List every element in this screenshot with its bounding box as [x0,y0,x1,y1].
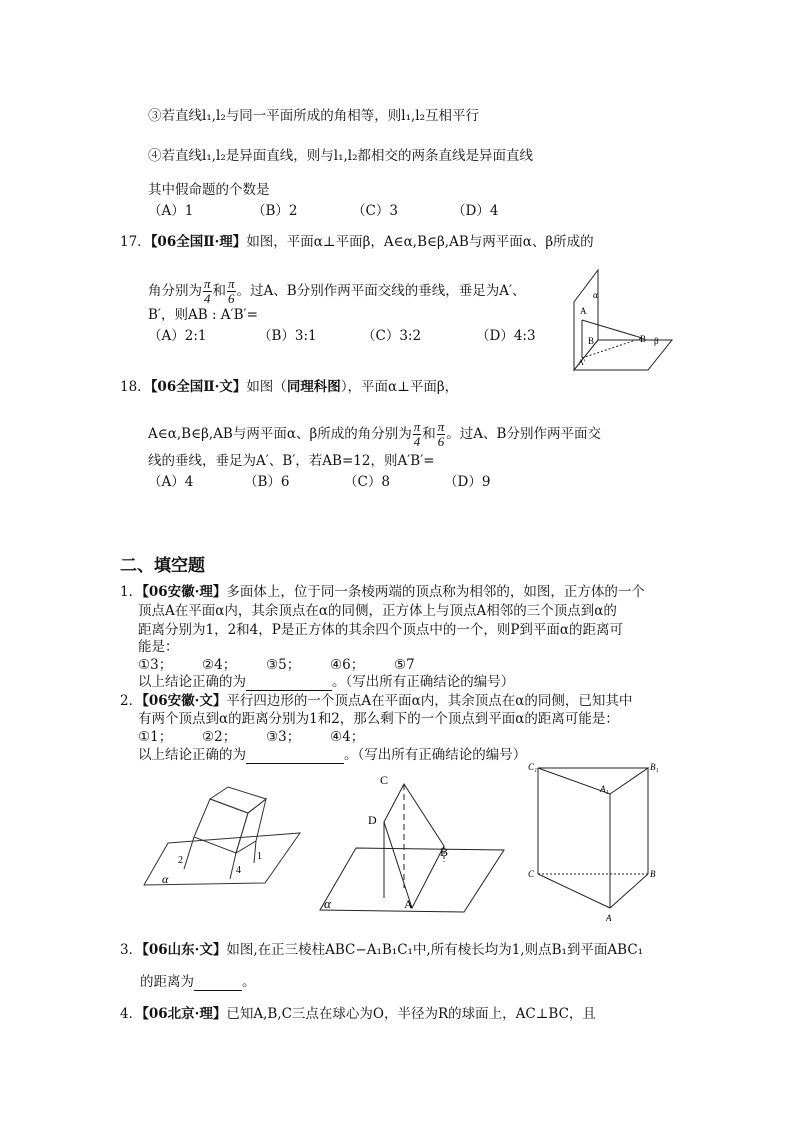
f2-line2: 有两个顶点到α的距离分别为1和2，那么剩下的一个顶点到平面α的距离可能是： [138,711,619,727]
q16-option-c: （C）3 [352,203,398,219]
q16-stem: 其中假命题的个数是 [148,182,270,198]
q17-and: 和 [212,283,227,299]
f1-option-3: ③5； [266,657,301,673]
q18-fraction-1: $\frac{\pi}{4}$ [413,419,421,449]
f2-line1 [120,692,632,710]
f2-answer-suffix: 。（写出所有正确结论的编号） [344,747,527,763]
q18-option-c: （C）8 [344,474,390,490]
f2-answer-prefix: 以上结论正确的为 [138,747,246,763]
label-a: A [580,306,587,316]
edge-ca [538,874,610,908]
cube-side-face [236,799,266,853]
q17-tag: 【06全国Ⅱ·理】 [150,234,247,250]
q16-item4: ④若直线l₁,l₂是异面直线，则与l₁,l₂都相交的两条直线是异面直线 [148,148,533,164]
f1-option-2: ②4； [202,657,237,673]
para-label-a: A [404,897,413,911]
q16-option-d: （D）4 [452,203,499,219]
f1-answer-blank[interactable] [246,676,332,691]
q18-line3: 线的垂线，垂足为A′、B′，若AB=12，则A′B′= [148,453,435,469]
q18-option-b: （B）6 [244,474,290,490]
f3-tag: 【06山东·文】 [142,942,227,958]
cube-label-1: 1 [257,851,262,862]
q17-line1 [120,233,594,251]
edge-1 [254,841,256,863]
f1-line3: 距离分别为1，2和4，P是正方体的其余四个顶点中的一个，则P到平面α的距离可 [138,622,624,638]
q17-number: 17． [120,234,151,250]
f3-number: 3． [120,942,143,958]
prism-top-face [538,768,648,794]
q18-option-a: （A）4 [148,474,194,490]
q16-option-a: （A）1 [148,203,194,219]
edge-ab [610,874,648,908]
q17-line3: B′，则AB : A′B′= [148,307,258,323]
f2-option-2: ②2； [202,729,237,745]
cube-front-face [194,799,248,853]
q17-line2 [148,271,526,311]
q16-item3: ③若直线l₁,l₂与同一平面所成的角相等，则l₁,l₂互相平行 [148,108,479,124]
f3-answer-blank[interactable] [194,976,242,991]
q17-option-a: （A）2:1 [148,328,207,344]
f2-text1: 平行四边形的一个顶点A在平面α内，其余顶点在α的同侧，已知其中 [226,693,633,709]
q18-options [148,473,490,491]
q18-line1 [120,378,458,396]
q17-figure-perpendicular-planes [568,262,674,372]
q16-options [148,202,498,220]
q18-fraction-2: $\frac{\pi}{6}$ [437,419,445,449]
para-label-b: B [440,845,449,859]
q17-fraction-2: $\frac{\pi}{6}$ [228,276,235,306]
q18-text1c: ），平面α⊥平面β， [340,379,459,395]
q18-text2a: A∈α,B∈β,AB与两平面α、β所成的角分别为 [148,426,412,442]
f1-number: 1． [120,584,143,600]
q18-and: 和 [422,426,436,442]
label-b-prime: B [588,336,595,346]
f2-answer [138,746,526,764]
f1-option-4: ④6； [330,657,365,673]
f1-answer-suffix: 。（写出所有正确结论的编号） [332,674,515,690]
f3-text2: 的距离为 [140,974,194,990]
cube-label-alpha: α [162,872,169,886]
section-title: 二、填空题 [120,556,205,576]
q17-option-c: （C）3:2 [362,328,422,344]
q18-tag: 【06全国Ⅱ·文】 [150,379,247,395]
f4-text1: 已知A,B,C三点在球心为O，半径为R的球面上，AC⊥BC，且 [226,1006,596,1022]
f1-answer [138,673,514,691]
para-label-alpha: α [324,896,331,911]
f2-option-4: ④4； [330,729,365,745]
f1-tag: 【06安徽·理】 [142,584,227,600]
f2-option-3: ③3； [266,729,301,745]
f4-number: 4． [120,1006,143,1022]
cube-label-2: 2 [178,855,183,866]
f3-text2-suffix: 。 [242,974,256,990]
f1-line1 [120,583,645,601]
parallelogram-on-plane-figure [318,770,508,915]
label-alpha: α [593,290,598,300]
f2-option-1: ①1； [138,729,173,745]
f1-line2: 顶点A在平面α内，其余顶点在α的同侧，正方体上与顶点A相邻的三个顶点到α的 [138,603,617,619]
prism-label-a: A [606,913,612,923]
cube-on-plane-figure [140,775,310,895]
parallelogram [384,784,444,908]
q18-text1a: 如图（ [246,379,287,395]
q18-text2b: 。过A、B分别作两平面交 [446,426,601,442]
f3-line2 [140,973,256,991]
f2-number: 2． [120,693,143,709]
prism-label-c: C [528,869,535,879]
cube-label-4: 4 [236,865,241,876]
f2-tag: 【06安徽·文】 [142,693,227,709]
f2-answer-blank[interactable] [246,749,344,764]
para-label-c: C [380,773,389,787]
q17-text2a: 角分别为 [148,283,202,299]
f3-text1: 如图,在正三棱柱ABC−A₁B₁C₁中,所有棱长均为1,则点B₁到平面ABC₁ [226,942,644,958]
f3-line1 [120,941,643,959]
f1-option-1: ①3； [138,657,173,673]
q17-option-d: （D）4:3 [476,328,536,344]
f1-options [138,656,415,674]
f4-tag: 【06北京·理】 [142,1006,227,1022]
label-beta: β [654,336,659,346]
q18-line2 [148,414,601,454]
triangular-prism-figure [528,758,668,924]
f1-option-5: ⑤7 [394,657,415,673]
f1-line4: 能是： [138,639,179,655]
label-a-prime: A' [578,358,586,367]
q16-option-b: （B）2 [252,203,298,219]
f1-text1: 多面体上，位于同一条棱两端的顶点称为相邻的，如图，正方体的一个 [226,584,645,600]
q17-options [148,327,536,345]
f4-line1 [120,1005,596,1023]
f1-answer-prefix: 以上结论正确的为 [138,674,246,690]
prism-label-c1: C₁ [528,762,538,772]
q18-text1b: 同理科图 [286,379,341,395]
q17-option-b: （B）3:1 [258,328,317,344]
q17-fraction-1: $\frac{\pi}{4}$ [204,276,211,306]
q18-number: 18． [120,379,151,395]
prism-label-b1: B₁ [650,762,659,772]
q17-text1: 如图，平面α⊥平面β，A∈α,B∈β,AB与两平面α、β所成的 [246,234,594,250]
q18-option-d: （D）9 [444,474,491,490]
prism-label-b: B [650,869,656,879]
prism-label-a1: A₁ [600,784,609,794]
f2-options [138,728,364,746]
label-b: B [640,334,647,344]
q17-text2b: 。过A、B分别作两平面交线的垂线，垂足为A′、 [236,283,526,299]
para-label-d: D [368,813,377,827]
